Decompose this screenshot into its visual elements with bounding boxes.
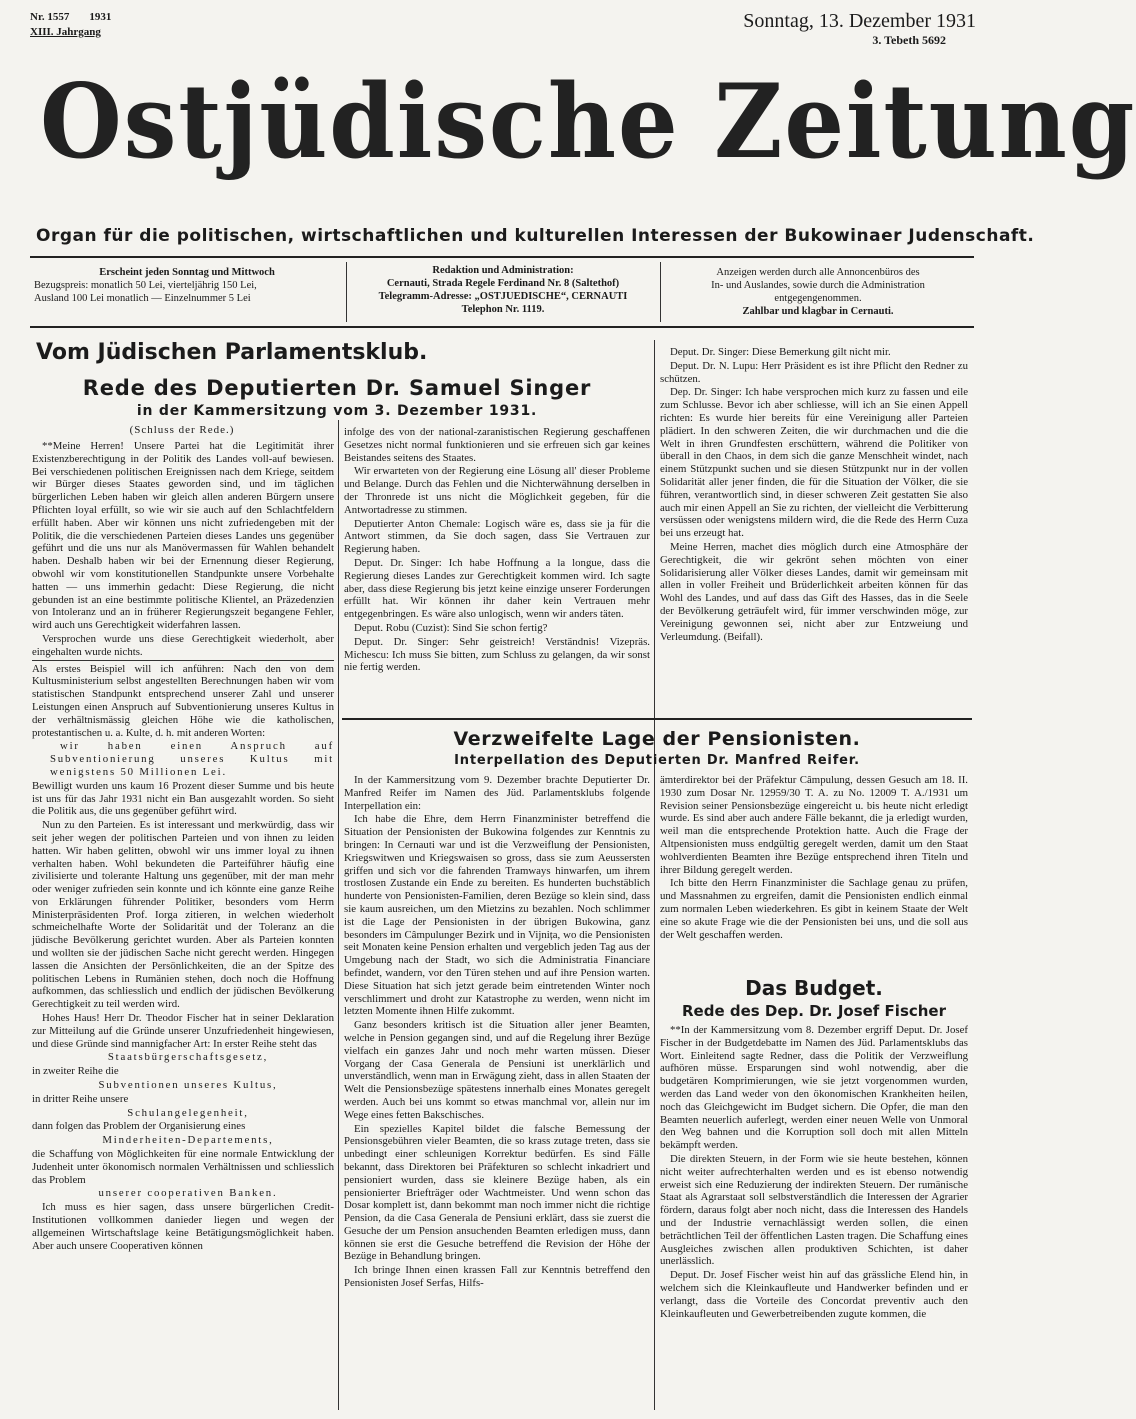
paragraph: Ganz besonders kritisch ist die Situation aller jener Beamten, welche in Pension gegangen sind, und auf die Regelung ihrer Bezüge vielfach ein ganzes Jahr und noch mehr warten müssen. Dieser Vorgang der Casa Generala de Pensiuni ist unerklärlich und unverständlich, wenn man in Erwägung zieht, dass in allen Staaten der Welt die Pensionsbezüge spätestens innerhalb eines Monates geregelt werden. Auch bei uns kommt so etwas manchmal vor, allein nur im Wege eines fetten Bakschisches. bbox=[344, 1019, 650, 1121]
article3-subhead: Rede des Dep. Dr. Josef Fischer bbox=[681, 1002, 947, 1020]
ads-line-3: entgegengenommen. bbox=[774, 293, 862, 304]
hebrew-date: 3. Tebeth 5692 bbox=[872, 33, 946, 47]
paragraph: Bewilligt wurden uns kaum 16 Prozent dieser Summe und bis heute ist uns für das Jahr 1931 nicht ein Ban ausgezahlt worden. So sieht die Politik aus, die uns gegenüber geführt wird. bbox=[32, 779, 334, 818]
telegram-address: Telegramm-Adresse: „OSTJUEDISCHE“, CERNAUTI bbox=[378, 291, 628, 302]
paragraph: In der Kammersitzung vom 9. Dezember brachte Deputierter Dr. Manfred Reifer im Namen des Jüd. Parlamentsklubs folgende Interpellation ein: bbox=[344, 774, 650, 812]
paragraph: Wir erwarteten von der Regierung eine Lösung all' dieser Probleme und Belange. Durch das Fehlen und die Nichterwähnung derselben in der Thronrede ist uns nicht die Möglichkeit gegeben, für die Antwortadresse zu stimmen. bbox=[344, 465, 650, 516]
gregorian-date: Sonntag, 13. Dezember 1931 bbox=[743, 10, 976, 32]
paragraph: in zweiter Reihe die bbox=[32, 1065, 119, 1078]
newspaper-title: Ostjüdische Zeitung bbox=[40, 62, 1136, 182]
paragraph: Deput. Dr. Josef Fischer weist hin auf das grässliche Elend hin, in welchem sich die Kleinkaufleute und Handwerker befinden und er verlangt, dass die Vorteile des Concordat preventiv auch den Kleinkaufleuten und Gewerbetreibenden zugute kommen, die bbox=[660, 1269, 968, 1320]
article1-subhead: in der Kammersitzung vom 3. Dezember 1931. bbox=[136, 403, 538, 419]
issue-info bbox=[30, 10, 111, 40]
paragraph: dann folgen das Problem der Organisierung eines bbox=[32, 1120, 246, 1133]
masthead-rule-bottom bbox=[30, 326, 974, 328]
paragraph: Dep. Dr. Singer: Ich habe versprochen mich kurz zu fassen und eile zum Schlusse. Bevor ich aber schliesse, will ich an Sie einen Appell richten: Es wurde hier bereits für eine Vereinigung aller Parteien plädiert. In den schweren Zeiten, die wir durchmachen und die die Welt in ihren Grundfesten erschüttern, während die Politiker von überall in den Chaos, in dem sich die ganze Menschheit windet, nach einem Stützpunkt suchen und sie diesen Stützpunkt nur in der vollen Solidarität aller jener finden, die für die Situation der Völker, die sie führen, verantwortlich sind, in dieser schweren Zeit gestatten Sie also auch mir einen Appell an Sie zu richten, der vielleicht die Verbitterung versüssen oder wenigstens mildern wird, die die Rede des Herrn Cuza bei uns erzeugt hat. bbox=[660, 386, 968, 540]
paragraph: Versprochen wurde uns diese Gerechtigkeit wiederholt, aber eingehalten wurde nichts. bbox=[32, 632, 334, 658]
article2-subhead: Interpellation des Deputierten Dr. Manfred Reifer. bbox=[454, 753, 860, 768]
paragraph: Ich habe die Ehre, dem Herrn Finanzminister betreffend die Situation der Pensionisten der Bukowina folgendes zur Kenntnis zu bringen: In Cernauti war und ist die Verzweiflung der Pensionisten, Kriegswitwen und Kriegswaisen so gross, dass sie zum Aeussersten griffen und sich vor die fahrenden Tramways hinwarfen, um ihrem trostlosen Zustande ein Ende zu bereiten. Es hunderten buchstäblich hunderte von Pensionisten-Familien, deren Bezüge so klein sind, dass sie kaum ausreichen, um den Mietzins zu bezahlen. Noch schlimmer ist die Lage der Pensionisten in der übrigen Bukowina, ganz besonders im Câmpulunger Bezirk und in Vijnița, wo die Pensionisten seit Monaten keine Pension erhalten und vergeblich jeden Tag aus der Umgebung nach der Stadt, wo sich die Administratia Financiare befindet, wandern, vor den Türen stehen und auf ihre Pension warten. Diese Situation hat sich jetzt gerade beim eintretenden Winter noch verschlimmert und droht zur Katastrophe zu werden, wenn nicht im letzten Momente ihnen Hilfe zukommt. bbox=[344, 813, 650, 1018]
article1-headline: Rede des Deputierten Dr. Samuel Singer bbox=[82, 376, 592, 400]
column-divider-1 bbox=[338, 420, 339, 1410]
demand-item: Minderheiten-Departements, bbox=[102, 1134, 274, 1147]
demand-item: Subventionen unseres Kultus, bbox=[98, 1079, 278, 1092]
issue-year: 1931 bbox=[89, 11, 112, 23]
foreign-price: Ausland 100 Lei monatlich — Einzelnummer 5 Lei bbox=[34, 293, 251, 304]
article1-note: (Schluss der Rede.) bbox=[129, 424, 235, 436]
masthead-rule-top bbox=[30, 256, 974, 258]
article2-column2 bbox=[344, 774, 650, 1412]
article3-headline: Das Budget. bbox=[745, 976, 883, 1000]
column-divider-2 bbox=[654, 340, 655, 1410]
editorial-address: Cernauti, Strada Regele Ferdinand Nr. 8 (Saltethof) bbox=[386, 278, 620, 289]
demand-item: Schulangelegenheit, bbox=[127, 1106, 249, 1119]
article2-top-rule bbox=[342, 718, 972, 720]
paragraph: Ich bitte den Herrn Finanzminister die Sachlage genau zu prüfen, und Massnahmen zu ergreifen, damit die Pensionisten endlich einmal zum normalen Leben wiederkehren. Es gibt in keinem Staate der Welt eine so akute Frage wie die der Pensionisten bei uns, und die soll aus der Welt geschaffen werden. bbox=[660, 877, 968, 941]
paragraph: in dritter Reihe unsere bbox=[32, 1092, 129, 1105]
article2-column3 bbox=[660, 774, 968, 974]
header-divider-2 bbox=[660, 262, 661, 322]
article1-kicker: Vom Jüdischen Parlamentsklub. bbox=[36, 340, 428, 365]
paragraph: infolge des von der national-zaranistischen Regierung geschaffenen Gesetzes nicht normal funktionieren und sie erfreuen sich gar keines Beistandes seitens des Staates. bbox=[344, 426, 650, 464]
paragraph: Ein spezielles Kapitel bildet die falsche Bemessung der Pensionsgebühren vieler Beamten, die so krass zutage treten, dass sie unbedingt einer schleunigen Korrektur bedürfen. Es sind Fälle bekannt, dass Direktoren bei Präfekturen so schlecht inkadriert und pensioniert wurden, dass sie kleinere Bezüge haben, als ein pensionierter Briefträger oder Wachtmeister. Und wenn schon das Dosar komplett ist, dann bekommt man noch immer nicht die richtige Pension, da die Casa Generala de Pensiuni erklärt, dass sie zuerst die Gesuche der um Pension ansuchenden Beamten erledigen muss, dann können sie erst die Gesuche betreffend die Revision der Höhe der Bezüge in Behandlung bringen. bbox=[344, 1122, 650, 1263]
paragraph: Meine Herren, machet dies möglich durch eine Atmosphäre der Gerechtigkeit, die wir gekrönt sehen möchten von einer Solidarisierung aller Völker dieses Landes, damit wir gemeinsam mit allen in voller Freiheit und Brüderlichkeit arbeiten können für das Wohl des Landes, und auf dass das Gift des Hasses, das in die Seele der Bevölkerung geträufelt wird, für immer verschwinden möge, zur Vereinigung gewonnen sei, nicht aber zur Entzweiung und Verleumdung. (Beifall). bbox=[660, 540, 968, 643]
article3-column3 bbox=[660, 1024, 968, 1412]
demand-item: unserer cooperativen Banken. bbox=[98, 1187, 278, 1200]
paragraph: Ich muss es hier sagen, dass unsere bürgerlichen Credit-Institutionen vollkommen danieder liegen und wegen der allgemeinen Wirtschaftslage keine Betätigungsmöglichkeit haben. Aber auch unsere Cooperativen können bbox=[32, 1201, 334, 1252]
article1-column3 bbox=[660, 346, 968, 720]
paragraph: **Meine Herren! Unsere Partei hat die Legitimität ihrer Existenzberechtigung in der Politik des Landes voll-auf bewiesen. Bei verschiedenen politischen Ereignissen nach dem Kriege, seitdem wir Bürger dieses Staates geworden sind, und im täglichen bürgerlichen Leben haben wir gleich allen anderen Bürgern unsere Pflichten loyal erfüllt, so wie wir sie auch auf den Schlachtfeldern erfüllt haben. Aber wir können uns nicht zufriedengeben mit der Politik, die die verschiedenen Parteien dieses Landes uns gegenüber geführt und die uns nur als Manövermassen für Wahlen behandelt haben. Deshalb haben wir bei der Ernennung dieser Regierung, obwohl wir vom konstitutionellen Standpunkte unsere Vorbehalte hatten — uns immerhin gedacht: Diese Regierung, die nicht gebunden ist an eine bestimmte politische Klientel, an Präzedenzien von Intoleranz und an in früherer Regierungszeit begangene Fehler, wird auch uns Gerechtigkeit widerfahren lassen. bbox=[32, 440, 334, 632]
volume-label: XIII. Jahrgang bbox=[30, 26, 101, 38]
issue-number: Nr. 1557 bbox=[30, 11, 70, 23]
issue-date bbox=[743, 10, 976, 48]
editorial-box bbox=[352, 264, 654, 316]
demand-item: Staatsbürgerschaftsgesetz, bbox=[107, 1051, 269, 1064]
paragraph: Deputierter Anton Chemale: Logisch wäre es, dass sie ja für die Antwort stimmen, da Sie doch sagen, dass Sie Vertrauen zur Regierung haben. bbox=[344, 517, 650, 556]
advertising-box bbox=[666, 266, 970, 318]
editorial-label: Redaktion und Administration: bbox=[432, 265, 574, 276]
paragraph: Als erstes Beispiel will ich anführen: Nach den von dem Kultusministerium selbst angestellten Berechnungen haben wir vom statistischen Standpunkt entsprechend unserer Zahl und unserer Leistungen einen Anspruch auf Subventionierung unseres Kultus in der verhältnismässig gleichen Höhe wie die katholischen, protestantischen u. a. Kulte, d. h. mit anderen Worten: bbox=[32, 660, 334, 740]
paragraph: Nun zu den Parteien. Es ist interessant und merkwürdig, dass wir seit jeher wegen der politischen Parteien und von ihnen zu leiden hatten. Wir haben gelitten, obwohl wir uns immer loyal zu ihnen verhalten haben. Wohl bekundeten die Parteiführer häufig eine zivilisierte und tolerante Haltung uns gegenüber, mit der man mehr oder weniger zufrieden sein konnte und ich könnte eine ganze Reihe von Erklärungen führender Politiker, besonders vom Herrn Ministerpräsidenten Prof. Iorga zitieren, in welchen wiederholt schmeichelhafte Worte der Solidarität und der Toleranz an die jüdische Bevölkerung gerichtet wurden. Aber als Parteien konnten und wollten sie der jüdischen Sache nicht gerecht werden. Hingegen lassen die Ansichten der Persönlichkeiten, die an der Spitze des politischen Lebens in Rumänien stehen, doch noch die Hoffnung aufkommen, das schliesslich und endlich der jüdischen Bevölkerung Gerechtigkeit zu teil werden wird. bbox=[32, 819, 334, 1011]
article1-column2 bbox=[344, 426, 650, 716]
article2-headline: Verzweifelte Lage der Pensionisten. bbox=[453, 728, 861, 750]
telephone-number: Telephon Nr. 1119. bbox=[461, 304, 545, 315]
ads-line-4: Zahlbar und klagbar in Cernauti. bbox=[742, 306, 894, 317]
paragraph: wir haben einen Anspruch auf Subventionierung unseres Kultus mit wenigstens 50 Millionen Lei. bbox=[50, 740, 334, 778]
ads-line-2: In- und Auslandes, sowie durch die Administration bbox=[711, 280, 925, 291]
newspaper-subtitle: Organ für die politischen, wirtschaftlichen und kulturellen Interessen der Bukowinaer Judenschaft. bbox=[36, 226, 1035, 246]
paragraph: Die direkten Steuern, in der Form wie sie heute bestehen, können nicht weiter aufrechterhalten werden und es ist ebenso notwendig erweist sich eine Reduzierung der indirekten Steuern. Der rumänische Staat als Agrarstaat soll selbstverständlich die Interessen der Agrarier fördern, daraus folgt aber noch nicht, dass die Interessen des Handels und der Industrie vernachlässigt werden sollen, die einen beträchtlichen Teil der öffentlichen Lasten tragen. Die Schaffung eines Ausgleiches zwischen allen produktiven Schichten, ist daher unerlässlich. bbox=[660, 1152, 968, 1268]
publication-schedule: Erscheint jeden Sonntag und Mittwoch bbox=[99, 267, 275, 278]
paragraph: Deput. Dr. Singer: Sehr geistreich! Verständnis! Vizepräs. Michescu: Ich muss Sie bitten, zum Schluss zu gelangen, da wir sonst nie fertig werden. bbox=[344, 635, 650, 674]
paragraph: Deput. Dr. Singer: Diese Bemerkung gilt nicht mir. bbox=[670, 346, 891, 358]
paragraph: Deput. Dr. N. Lupu: Herr Präsident es ist ihre Pflicht den Redner zu schützen. bbox=[660, 359, 968, 385]
paragraph: Ich bringe Ihnen einen krassen Fall zur Kenntnis betreffend den Pensionisten Josef Serfas, Hilfs- bbox=[344, 1264, 650, 1290]
paragraph: die Schaffung von Möglichkeiten für eine normale Entwicklung der Judenheit unter ökonomisch normalen Verhältnissen und schliesslich das Problem bbox=[32, 1148, 334, 1186]
ads-line-1: Anzeigen werden durch alle Annoncenbüros des bbox=[716, 267, 920, 278]
paragraph: Deput. Robu (Cuzist): Sind Sie schon fertig? bbox=[354, 621, 548, 634]
paragraph: **In der Kammersitzung vom 8. Dezember ergriff Deput. Dr. Josef Fischer in der Budgetdebatte im Namen des Jüd. Parlamentsklubs das Wort. Einleitend sagte Redner, dass die Politik der Verzweiflung aufhören müsse. Ersparungen sind wohl notwendig, aber die budgetären Komprimierungen, wie sie jetzt vorgenommen wurden, werden das Land weder von den ökonomischen Krankheiten heilen, noch das Gleichgewicht im Budget sichern. Die Opfer, die man den Beamten neuerlich auferlegt, werden einer neuen Welle von Unmoral den Weg bahnen und die Korruption soll doch mit allen Mitteln bekämpft werden. bbox=[660, 1024, 968, 1152]
subscription-price: Bezugspreis: monatlich 50 Lei, vierteljährig 150 Lei, bbox=[34, 280, 257, 291]
article1-column1 bbox=[32, 440, 334, 1412]
paragraph: Deput. Dr. Singer: Ich habe Hoffnung a la longue, dass die Regierung dieses Landes zur Gerechtigkeit kommen wird. Ich sagte aber, dass diese Regierung bis jetzt keine einzige unserer Forderungen erfüllt hat. Wir können ihr daher kein Vertrauen mehr entgegenbringen. Es wäre also unlogisch, wenn wir anders täten. bbox=[344, 556, 650, 621]
subscription-box bbox=[34, 266, 340, 305]
paragraph: ämterdirektor bei der Präfektur Câmpulung, dessen Gesuch am 18. II. 1930 zum Dosar Nr. 12959/30 T. A. zu No. 12009 T. A./1931 um Revision seiner Pensionsbezüge eingereicht u. bis heute nicht erledigt wurde. Es sind aber auch andere Fälle bekannt, die ja erledigt wurden, weil man die entsprechende Protektion hatte. Auch die Frage der Altpensionisten muss endgültig geregelt werden, damit um den Staat wohlverdienten Beamten ihre Bezüge entsprechend ihren Titeln und ihrer Bildung geregelt werden. bbox=[660, 774, 968, 876]
paragraph: Hohes Haus! Herr Dr. Theodor Fischer hat in seiner Deklaration zur Mitteilung auf die Gründe unserer Unzufriedenheit hingewiesen, und diese Gründe sind mannigfacher Art: In erster Reihe steht das bbox=[32, 1012, 334, 1050]
header-divider-1 bbox=[346, 262, 347, 322]
